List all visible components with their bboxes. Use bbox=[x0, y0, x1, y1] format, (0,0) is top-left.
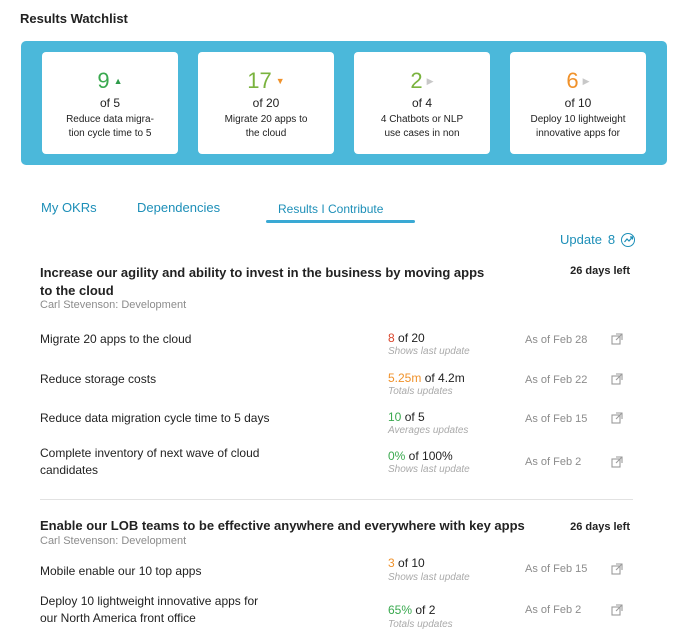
objective-title[interactable]: Increase our agility and ability to invest in the business by moving apps to the cloud bbox=[40, 265, 485, 298]
key-result-progress bbox=[388, 371, 465, 385]
results-watchlist-panel bbox=[21, 41, 667, 165]
objective-owner: Carl Stevenson: Development bbox=[40, 535, 187, 547]
key-result-aggregation: Shows last update bbox=[388, 464, 470, 475]
trend-flat-icon: ▶ bbox=[426, 76, 434, 86]
key-result-current: 10 bbox=[388, 410, 402, 424]
open-external-icon[interactable] bbox=[611, 333, 623, 345]
key-result-row[interactable] bbox=[40, 410, 640, 450]
watchlist-card[interactable] bbox=[510, 52, 646, 154]
days-left: 26 days left bbox=[570, 265, 630, 277]
watchlist-target: of 10 bbox=[564, 96, 592, 110]
key-result-target: of 100% bbox=[405, 449, 453, 463]
key-result-row[interactable] bbox=[40, 331, 640, 371]
watchlist-description bbox=[42, 113, 178, 141]
watchlist-desc-line: use cases in non bbox=[384, 128, 460, 139]
key-result-target: of 10 bbox=[394, 556, 425, 570]
key-result-name[interactable]: Migrate 20 apps to the cloud bbox=[40, 332, 192, 346]
key-result-progress bbox=[388, 331, 425, 345]
key-result-current: 8 bbox=[388, 331, 395, 345]
watchlist-desc-line: Deploy 10 lightweight bbox=[530, 114, 626, 125]
watchlist-target: of 4 bbox=[411, 96, 432, 110]
key-result-as-of: As of Feb 28 bbox=[525, 334, 588, 346]
watchlist-value: 17 bbox=[247, 68, 272, 93]
key-result-progress bbox=[388, 556, 425, 570]
update-count: 8 bbox=[607, 232, 616, 247]
open-external-icon[interactable] bbox=[611, 563, 623, 575]
key-result-as-of: As of Feb 2 bbox=[525, 604, 582, 616]
tab-results-i-contribute[interactable]: Results I Contribute bbox=[278, 202, 384, 216]
key-result-target: of 2 bbox=[412, 603, 436, 617]
key-result-name[interactable]: Mobile enable our 10 top apps bbox=[40, 564, 202, 578]
key-result-current: 3 bbox=[388, 556, 395, 570]
watchlist-desc-line: Migrate 20 apps to bbox=[224, 114, 308, 125]
watchlist-value: 2 bbox=[410, 68, 423, 93]
key-result-row[interactable] bbox=[40, 371, 640, 411]
watchlist-value: 9 bbox=[97, 68, 110, 93]
key-result-aggregation: Shows last update bbox=[388, 572, 470, 583]
key-result-current: 0% bbox=[388, 449, 406, 463]
key-result-progress bbox=[388, 449, 453, 463]
key-result-name[interactable]: Reduce data migration cycle time to 5 days bbox=[40, 411, 270, 425]
open-external-icon[interactable] bbox=[611, 604, 623, 616]
open-external-icon[interactable] bbox=[611, 373, 623, 385]
watchlist-desc-line: the cloud bbox=[245, 128, 287, 139]
page-title: Results Watchlist bbox=[20, 11, 128, 26]
open-external-icon[interactable] bbox=[611, 456, 623, 468]
days-left: 26 days left bbox=[570, 521, 630, 533]
key-result-aggregation: Averages updates bbox=[388, 425, 469, 436]
trend-flat-icon: ▶ bbox=[582, 76, 590, 86]
key-result-as-of: As of Feb 15 bbox=[525, 563, 588, 575]
key-result-name[interactable]: Reduce storage costs bbox=[40, 372, 157, 386]
watchlist-value: 6 bbox=[566, 68, 579, 93]
key-result-as-of: As of Feb 2 bbox=[525, 456, 582, 468]
open-external-icon[interactable] bbox=[611, 412, 623, 424]
key-result-as-of: As of Feb 15 bbox=[525, 413, 588, 425]
key-result-target: of 5 bbox=[401, 410, 425, 424]
key-result-current: 5.25m bbox=[388, 371, 422, 385]
watchlist-desc-line: 4 Chatbots or NLP bbox=[380, 114, 464, 125]
watchlist-description bbox=[510, 113, 646, 141]
key-result-aggregation: Shows last update bbox=[388, 346, 470, 357]
objective-divider bbox=[40, 499, 633, 500]
trend-up-icon: ▲ bbox=[113, 76, 123, 86]
watchlist-card[interactable] bbox=[198, 52, 334, 154]
key-result-as-of: As of Feb 22 bbox=[525, 374, 588, 386]
watchlist-desc-line: innovative apps for bbox=[536, 128, 620, 139]
watchlist-card[interactable] bbox=[354, 52, 490, 154]
key-result-progress bbox=[388, 410, 425, 424]
key-result-target: of 4.2m bbox=[421, 371, 465, 385]
key-result-aggregation: Totals updates bbox=[388, 619, 453, 630]
key-result-row[interactable] bbox=[40, 445, 640, 485]
update-button[interactable] bbox=[560, 232, 635, 247]
watchlist-desc-line: Reduce data migra- bbox=[66, 114, 154, 125]
key-result-current: 65% bbox=[388, 603, 413, 617]
key-result-row[interactable] bbox=[40, 593, 640, 633]
key-result-progress bbox=[388, 603, 435, 617]
tab-my-okrs[interactable]: My OKRs bbox=[41, 200, 97, 215]
watchlist-target: of 5 bbox=[99, 96, 120, 110]
trend-chart-icon bbox=[621, 233, 635, 247]
active-tab-indicator bbox=[266, 220, 415, 223]
watchlist-description bbox=[198, 113, 334, 141]
objective-title[interactable]: Enable our LOB teams to be effective anywhere and everywhere with key apps bbox=[40, 518, 525, 533]
key-result-aggregation: Totals updates bbox=[388, 386, 453, 397]
watchlist-desc-line: tion cycle time to 5 bbox=[68, 128, 152, 139]
key-result-target: of 20 bbox=[394, 331, 425, 345]
okr-tabs bbox=[20, 190, 634, 230]
objective-owner: Carl Stevenson: Development bbox=[40, 299, 187, 311]
tab-dependencies[interactable]: Dependencies bbox=[137, 200, 221, 215]
watchlist-target: of 20 bbox=[252, 96, 280, 110]
trend-down-icon: ▼ bbox=[275, 76, 285, 86]
key-result-name[interactable]: Complete inventory of next wave of cloud candidates bbox=[40, 446, 260, 477]
update-label: Update bbox=[560, 232, 602, 247]
key-result-name[interactable]: Deploy 10 lightweight innovative apps for our North America front office bbox=[40, 594, 259, 625]
watchlist-description bbox=[354, 113, 490, 141]
watchlist-card[interactable] bbox=[42, 52, 178, 154]
